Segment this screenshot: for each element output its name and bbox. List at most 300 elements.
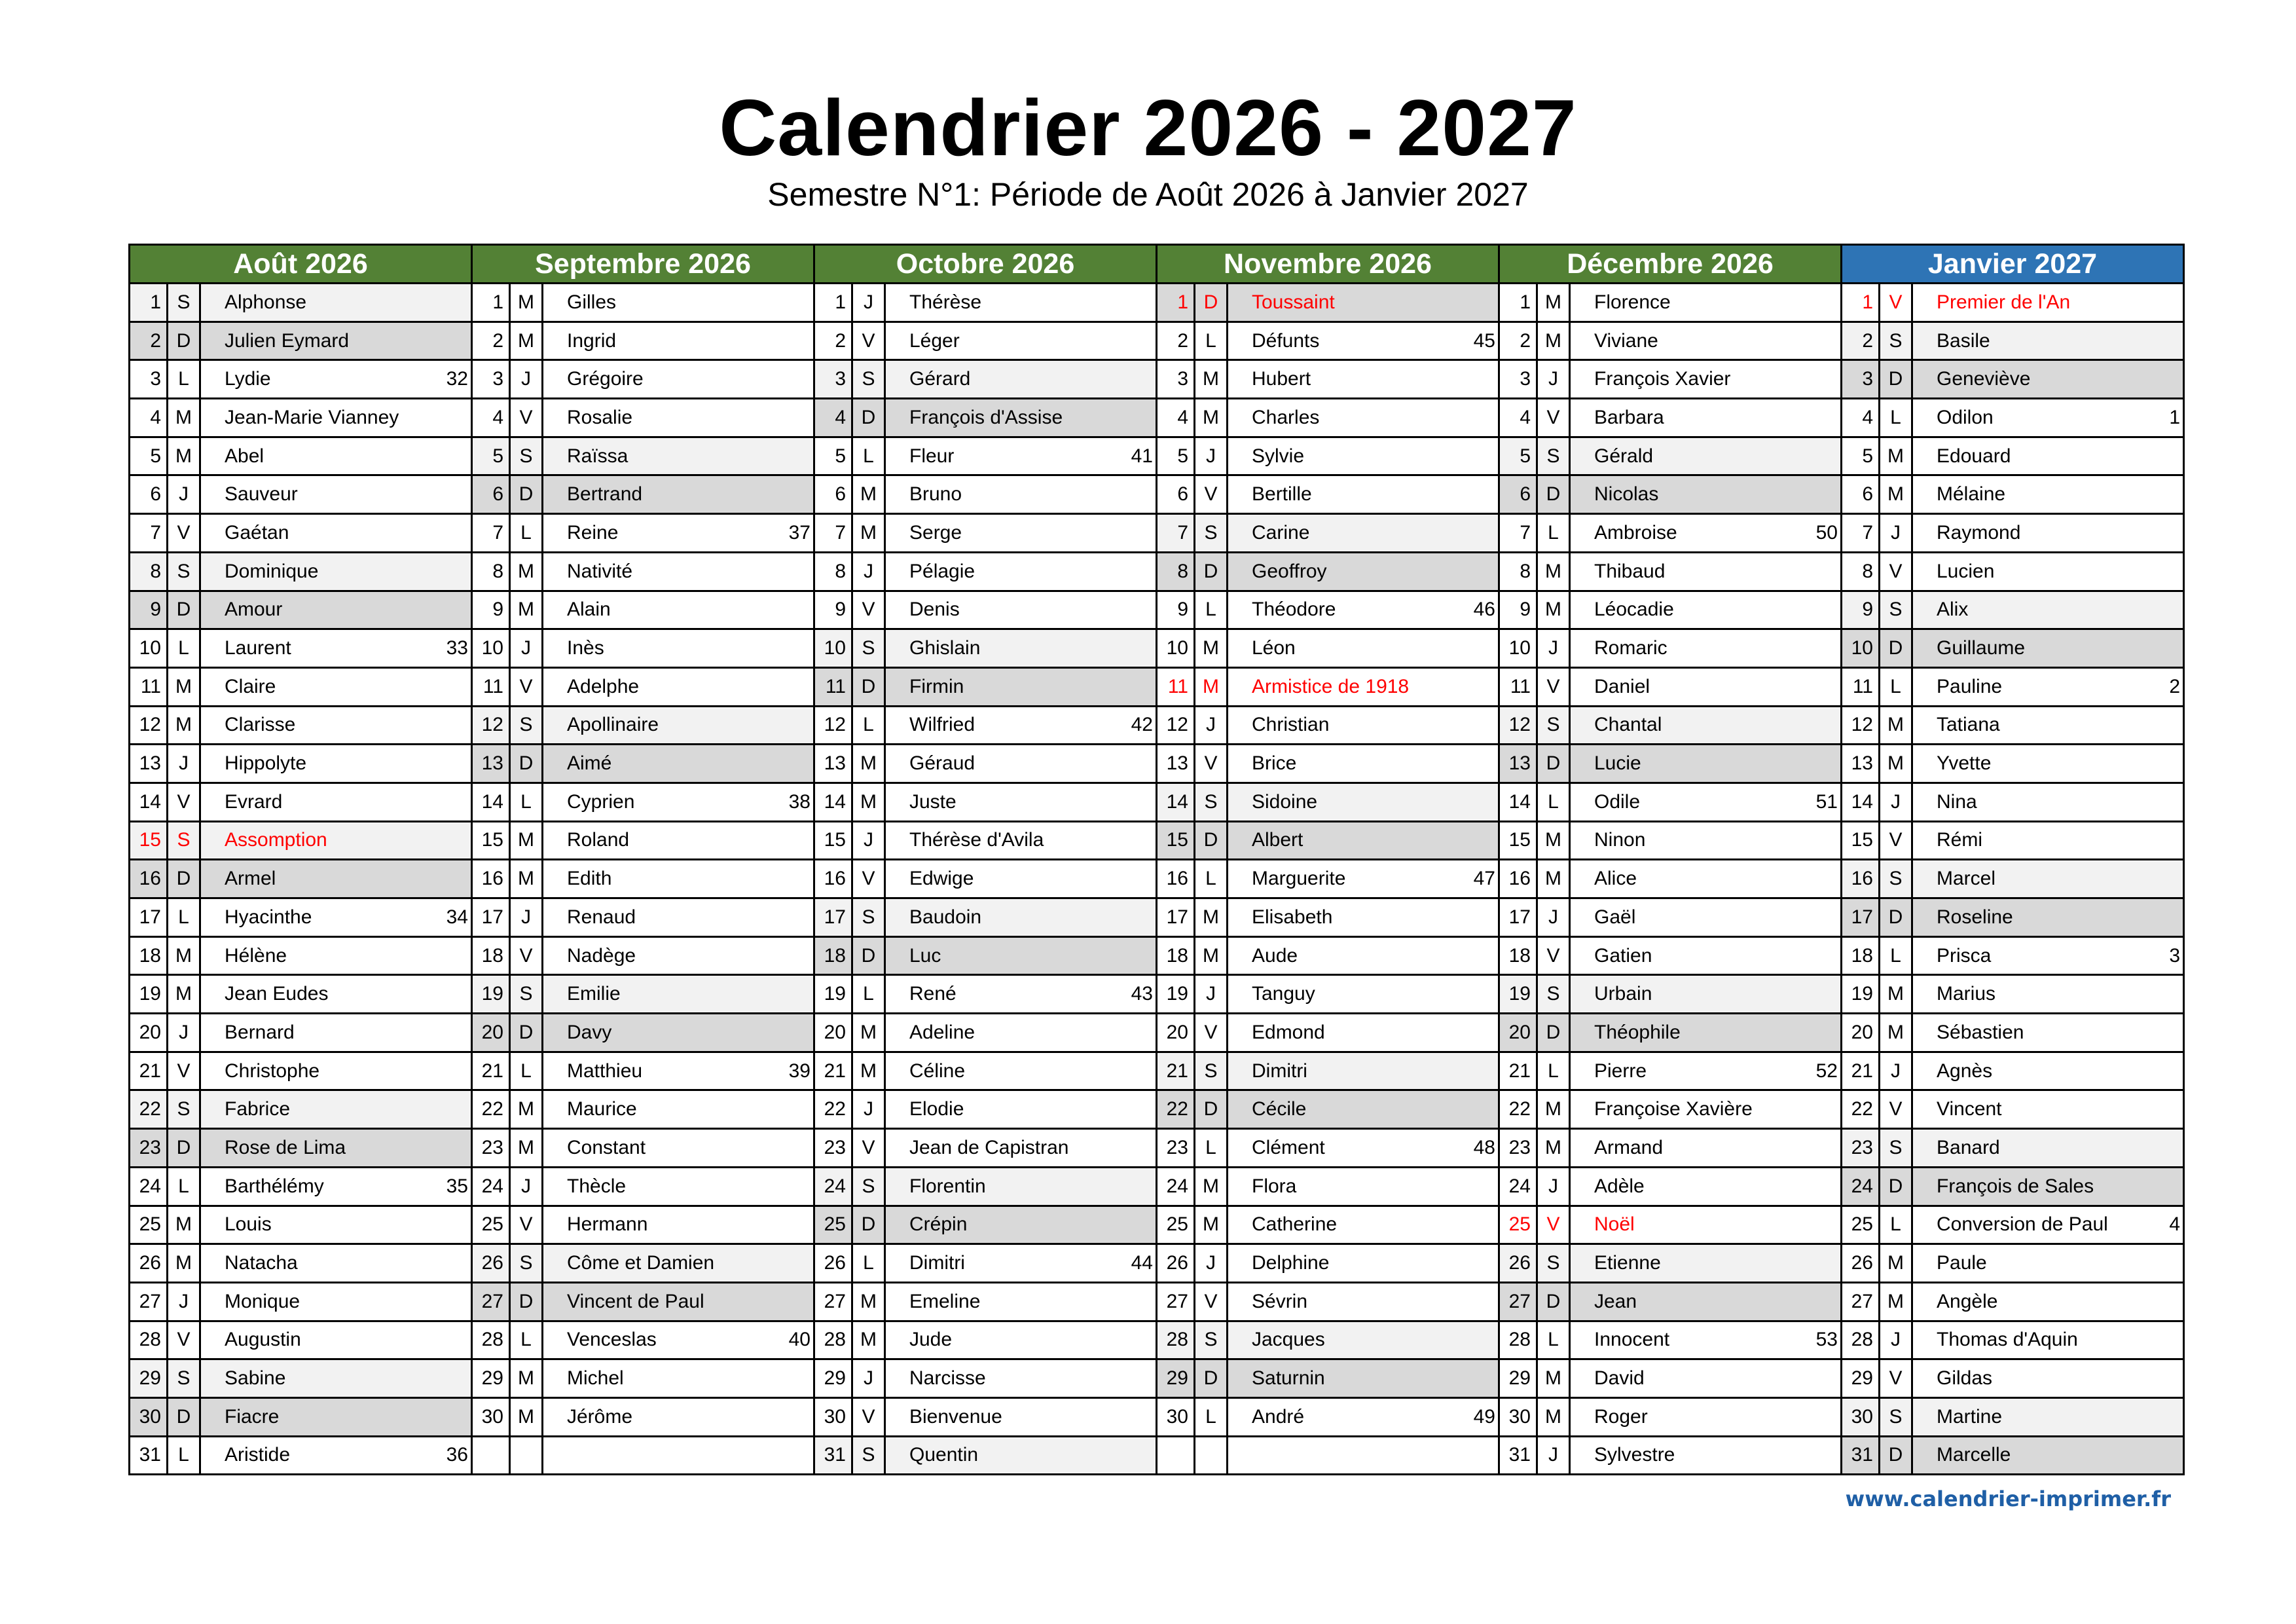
day-number: 27 <box>1157 1282 1195 1321</box>
saint-cell <box>1228 399 1499 437</box>
day-number: 7 <box>130 514 168 553</box>
saint-name: Martine <box>1937 1405 2003 1428</box>
saint-name: Pierre <box>1594 1060 1647 1082</box>
day-number: 28 <box>472 1321 510 1359</box>
weekday-letter: D <box>168 322 200 360</box>
weekday-letter: S <box>1880 322 1912 360</box>
weekday-letter: D <box>1195 284 1228 322</box>
saint-name: Flora <box>1252 1175 1297 1197</box>
saint-name: Wilfried <box>909 714 975 736</box>
saint-name: Cyprien <box>567 790 635 813</box>
saint-cell <box>1570 667 1842 706</box>
weekday-letter: S <box>852 360 885 399</box>
weekday-letter: M <box>1195 360 1228 399</box>
day-number: 13 <box>1157 745 1195 783</box>
saint-name: Tatiana <box>1937 714 2000 736</box>
saint-cell <box>1228 1321 1499 1359</box>
weekday-letter: J <box>1195 1244 1228 1283</box>
weekday-letter: L <box>852 1244 885 1283</box>
day-number: 12 <box>1842 706 1880 745</box>
saint-cell <box>543 1014 814 1052</box>
calendar-row <box>130 552 2184 591</box>
saint-cell <box>885 667 1157 706</box>
saint-cell <box>1228 629 1499 668</box>
weekday-letter: D <box>168 591 200 629</box>
saint-cell <box>1912 591 2184 629</box>
saint-cell <box>1570 1206 1842 1244</box>
saint-name: Etienne <box>1594 1252 1661 1274</box>
day-number: 11 <box>1499 667 1537 706</box>
saint-cell <box>1570 514 1842 553</box>
saint-name: Laurent <box>225 637 291 659</box>
calendar-row <box>130 1129 2184 1168</box>
day-number: 26 <box>1157 1244 1195 1283</box>
saint-cell <box>1228 1014 1499 1052</box>
saint-cell <box>200 706 472 745</box>
day-number: 15 <box>814 821 852 860</box>
week-number: 1 <box>2169 406 2180 428</box>
saint-cell <box>1912 860 2184 898</box>
weekday-letter: V <box>1537 399 1570 437</box>
day-number: 29 <box>1499 1359 1537 1398</box>
month-header: Novembre 2026 <box>1157 245 1499 284</box>
month-header-row <box>130 245 2184 284</box>
day-number <box>472 1436 510 1475</box>
day-number: 24 <box>472 1167 510 1206</box>
weekday-letter: S <box>1880 1397 1912 1436</box>
saint-name: Thérèse d'Avila <box>909 829 1044 851</box>
saint-cell <box>200 821 472 860</box>
saint-cell <box>1228 936 1499 975</box>
saint-cell <box>1912 1321 2184 1359</box>
day-number: 17 <box>130 898 168 937</box>
saint-name: Roland <box>567 829 630 851</box>
weekday-letter: S <box>852 629 885 668</box>
week-number: 42 <box>1131 714 1153 736</box>
saint-name: Aristide <box>225 1444 291 1466</box>
saint-cell <box>1912 1090 2184 1129</box>
day-number: 1 <box>472 284 510 322</box>
weekday-letter: M <box>1537 591 1570 629</box>
week-number: 41 <box>1131 445 1153 467</box>
weekday-letter: J <box>1880 1052 1912 1090</box>
page-title: Calendrier 2026 - 2027 <box>719 83 1577 172</box>
saint-cell <box>543 591 814 629</box>
week-number: 43 <box>1131 983 1153 1005</box>
saint-cell <box>543 1282 814 1321</box>
day-number: 23 <box>1499 1129 1537 1168</box>
saint-cell <box>1228 1052 1499 1090</box>
week-number: 45 <box>1473 329 1495 352</box>
saint-name: Bernard <box>225 1021 295 1043</box>
saint-cell <box>885 1052 1157 1090</box>
saint-cell <box>1228 821 1499 860</box>
saint-name: Barbara <box>1594 406 1664 428</box>
saint-cell <box>200 1397 472 1436</box>
saint-cell <box>885 1244 1157 1283</box>
weekday-letter: D <box>1880 629 1912 668</box>
saint-cell <box>885 706 1157 745</box>
day-number: 16 <box>130 860 168 898</box>
day-number: 23 <box>1157 1129 1195 1168</box>
day-number: 28 <box>1842 1321 1880 1359</box>
weekday-letter: J <box>1195 706 1228 745</box>
day-number: 6 <box>130 475 168 514</box>
day-number: 23 <box>1842 1129 1880 1168</box>
saint-cell <box>1228 322 1499 360</box>
saint-name: Claire <box>225 675 276 697</box>
saint-cell <box>200 552 472 591</box>
weekday-letter: L <box>852 437 885 475</box>
website-link[interactable]: www.calendrier-imprimer.fr <box>1845 1486 2171 1511</box>
day-number: 8 <box>1499 552 1537 591</box>
saint-cell <box>200 1014 472 1052</box>
weekday-letter: L <box>1195 591 1228 629</box>
day-number: 30 <box>130 1397 168 1436</box>
day-number: 15 <box>1499 821 1537 860</box>
weekday-letter: L <box>1195 860 1228 898</box>
weekday-letter: J <box>168 745 200 783</box>
weekday-letter: S <box>1537 706 1570 745</box>
saint-name: Serge <box>909 521 962 544</box>
weekday-letter: D <box>1880 1436 1912 1475</box>
saint-name: Nina <box>1937 790 1977 813</box>
saint-name: Céline <box>909 1060 966 1082</box>
weekday-letter: J <box>852 1090 885 1129</box>
day-number: 31 <box>814 1436 852 1475</box>
weekday-letter: J <box>1195 975 1228 1014</box>
saint-name: Alain <box>567 599 611 621</box>
saint-name: Gatien <box>1594 944 1652 967</box>
day-number: 20 <box>130 1014 168 1052</box>
calendar-table <box>128 244 2185 1475</box>
saint-name: Agnès <box>1937 1060 1993 1082</box>
weekday-letter: D <box>1880 360 1912 399</box>
saint-name: David <box>1594 1367 1645 1390</box>
saint-name: Grégoire <box>567 368 644 390</box>
day-number: 1 <box>1842 284 1880 322</box>
saint-cell <box>1912 1282 2184 1321</box>
day-number: 16 <box>1842 860 1880 898</box>
saint-name: Venceslas <box>567 1329 657 1351</box>
saint-name: Fleur <box>909 445 955 467</box>
saint-cell <box>543 475 814 514</box>
saint-name: Vincent <box>1937 1098 2002 1120</box>
saint-name: Rose de Lima <box>225 1136 346 1158</box>
calendar-row <box>130 1436 2184 1475</box>
day-number: 17 <box>1157 898 1195 937</box>
weekday-letter: D <box>1195 1090 1228 1129</box>
saint-name: Sabine <box>225 1367 286 1390</box>
saint-cell <box>1912 1206 2184 1244</box>
day-number: 27 <box>1499 1282 1537 1321</box>
saint-name: Alphonse <box>225 291 307 313</box>
weekday-letter: M <box>168 667 200 706</box>
day-number: 9 <box>1499 591 1537 629</box>
saint-name: Gaël <box>1594 906 1636 928</box>
saint-name: Lydie <box>225 368 271 390</box>
saint-name: Bienvenue <box>909 1405 1002 1428</box>
day-number: 30 <box>1499 1397 1537 1436</box>
saint-cell <box>543 1206 814 1244</box>
calendar-row <box>130 437 2184 475</box>
saint-name: Raymond <box>1937 521 2021 544</box>
day-number: 4 <box>130 399 168 437</box>
weekday-letter: D <box>852 667 885 706</box>
saint-cell <box>543 821 814 860</box>
saint-cell <box>885 629 1157 668</box>
saint-cell <box>200 975 472 1014</box>
day-number: 7 <box>1157 514 1195 553</box>
weekday-letter: L <box>510 514 543 553</box>
weekday-letter: S <box>1880 860 1912 898</box>
day-number: 12 <box>814 706 852 745</box>
weekday-letter: J <box>852 1359 885 1398</box>
saint-name: Abel <box>225 445 264 467</box>
saint-cell <box>1912 360 2184 399</box>
weekday-letter: M <box>1880 475 1912 514</box>
saint-cell <box>1912 783 2184 821</box>
saint-name: Sidoine <box>1252 790 1318 813</box>
calendar-row <box>130 667 2184 706</box>
calendar-row <box>130 745 2184 783</box>
saint-cell <box>1570 1436 1842 1475</box>
day-number: 12 <box>1499 706 1537 745</box>
saint-name: Armistice de 1918 <box>1252 675 1410 697</box>
weekday-letter: M <box>168 975 200 1014</box>
weekday-letter: D <box>510 1282 543 1321</box>
saint-name: Sébastien <box>1937 1021 2024 1043</box>
weekday-letter: M <box>510 1129 543 1168</box>
saint-name: Innocent <box>1594 1329 1670 1351</box>
saint-name: Gérald <box>1594 445 1654 467</box>
weekday-letter: S <box>852 898 885 937</box>
weekday-letter: J <box>510 360 543 399</box>
weekday-letter: V <box>168 783 200 821</box>
saint-cell <box>200 514 472 553</box>
saint-name: Marius <box>1937 983 1996 1005</box>
saint-cell <box>200 437 472 475</box>
saint-name: Ghislain <box>909 637 981 659</box>
saint-name: Côme et Damien <box>567 1252 715 1274</box>
saint-name: Jude <box>909 1329 953 1351</box>
day-number: 22 <box>1842 1090 1880 1129</box>
saint-name: René <box>909 983 957 1005</box>
weekday-letter: M <box>852 1321 885 1359</box>
day-number: 4 <box>472 399 510 437</box>
weekday-letter: D <box>1195 552 1228 591</box>
saint-name: Lucie <box>1594 752 1641 775</box>
day-number: 14 <box>472 783 510 821</box>
saint-cell <box>885 437 1157 475</box>
saint-cell <box>1570 475 1842 514</box>
day-number: 20 <box>1157 1014 1195 1052</box>
saint-cell <box>1570 783 1842 821</box>
saint-cell <box>885 1436 1157 1475</box>
saint-cell <box>200 399 472 437</box>
saint-name: Carine <box>1252 521 1310 544</box>
day-number: 27 <box>1842 1282 1880 1321</box>
saint-name: Jean Eudes <box>225 983 329 1005</box>
saint-name: Renaud <box>567 906 636 928</box>
saint-cell <box>1570 1052 1842 1090</box>
saint-cell <box>885 322 1157 360</box>
saint-cell <box>200 1052 472 1090</box>
saint-name: Rosalie <box>567 406 633 428</box>
day-number: 21 <box>130 1052 168 1090</box>
weekday-letter: D <box>1537 745 1570 783</box>
saint-name: François Xavier <box>1594 368 1731 390</box>
week-number: 51 <box>1815 790 1838 813</box>
saint-cell <box>1228 1244 1499 1283</box>
day-number: 25 <box>130 1206 168 1244</box>
saint-name: Bruno <box>909 483 962 506</box>
weekday-letter: M <box>1195 1206 1228 1244</box>
weekday-letter: S <box>510 1244 543 1283</box>
weekday-letter: V <box>1880 1090 1912 1129</box>
weekday-letter: M <box>1537 284 1570 322</box>
week-number: 44 <box>1131 1252 1153 1274</box>
weekday-letter: M <box>510 322 543 360</box>
saint-cell <box>885 898 1157 937</box>
saint-name: Firmin <box>909 675 964 697</box>
weekday-letter: L <box>1880 936 1912 975</box>
weekday-letter: L <box>1537 514 1570 553</box>
saint-cell <box>200 1167 472 1206</box>
saint-cell <box>885 745 1157 783</box>
weekday-letter: M <box>852 745 885 783</box>
saint-name: Défunts <box>1252 329 1320 352</box>
weekday-letter: M <box>1537 552 1570 591</box>
day-number: 5 <box>1157 437 1195 475</box>
day-number: 17 <box>472 898 510 937</box>
saint-cell <box>1228 745 1499 783</box>
saint-cell <box>543 1129 814 1168</box>
saint-cell <box>1570 1014 1842 1052</box>
saint-cell <box>1912 667 2184 706</box>
saint-cell <box>885 1167 1157 1206</box>
weekday-letter: D <box>852 399 885 437</box>
weekday-letter: L <box>510 1052 543 1090</box>
saint-cell <box>1912 552 2184 591</box>
day-number: 7 <box>1842 514 1880 553</box>
day-number: 30 <box>814 1397 852 1436</box>
day-number: 16 <box>1499 860 1537 898</box>
day-number: 30 <box>1842 1397 1880 1436</box>
saint-cell <box>200 1090 472 1129</box>
day-number: 19 <box>814 975 852 1014</box>
weekday-letter: V <box>168 1052 200 1090</box>
saint-cell <box>885 821 1157 860</box>
calendar-row <box>130 360 2184 399</box>
weekday-letter: V <box>1880 1359 1912 1398</box>
saint-name: Thomas d'Aquin <box>1937 1329 2078 1351</box>
weekday-letter: M <box>510 1397 543 1436</box>
day-number: 10 <box>1157 629 1195 668</box>
saint-cell <box>1912 399 2184 437</box>
calendar-row <box>130 591 2184 629</box>
saint-name: Narcisse <box>909 1367 986 1390</box>
saint-name: Monique <box>225 1290 301 1312</box>
day-number: 24 <box>814 1167 852 1206</box>
saint-cell <box>543 1397 814 1436</box>
saint-cell <box>885 360 1157 399</box>
weekday-letter: V <box>510 667 543 706</box>
week-number: 2 <box>2169 675 2180 697</box>
saint-name: Guillaume <box>1937 637 2026 659</box>
weekday-letter: D <box>1537 1282 1570 1321</box>
weekday-letter: M <box>1195 667 1228 706</box>
weekday-letter: S <box>1195 783 1228 821</box>
saint-cell <box>885 1014 1157 1052</box>
weekday-letter: M <box>510 1090 543 1129</box>
day-number: 2 <box>1499 322 1537 360</box>
day-number: 15 <box>1842 821 1880 860</box>
weekday-letter: M <box>1880 975 1912 1014</box>
weekday-letter: S <box>1880 591 1912 629</box>
weekday-letter: S <box>168 284 200 322</box>
weekday-letter: M <box>1537 1359 1570 1398</box>
saint-name: Hermann <box>567 1213 648 1236</box>
weekday-letter: L <box>168 898 200 937</box>
saint-name: Hyacinthe <box>225 906 312 928</box>
saint-name: Bertille <box>1252 483 1312 506</box>
saint-cell <box>1912 475 2184 514</box>
saint-cell <box>1912 975 2184 1014</box>
saint-name: Evrard <box>225 790 283 813</box>
saint-name: Julien Eymard <box>225 329 350 352</box>
saint-name: Sauveur <box>225 483 298 506</box>
day-number: 24 <box>1842 1167 1880 1206</box>
saint-name: Vincent de Paul <box>567 1290 704 1312</box>
weekday-letter: M <box>168 1206 200 1244</box>
saint-name: Rémi <box>1937 829 1983 851</box>
weekday-letter: D <box>168 860 200 898</box>
saint-cell <box>1228 706 1499 745</box>
weekday-letter: V <box>852 322 885 360</box>
day-number: 25 <box>1157 1206 1195 1244</box>
day-number: 11 <box>1842 667 1880 706</box>
day-number: 27 <box>814 1282 852 1321</box>
saint-cell <box>885 1206 1157 1244</box>
month-header: Août 2026 <box>130 245 472 284</box>
saint-cell <box>1570 898 1842 937</box>
saint-name: Emeline <box>909 1290 981 1312</box>
saint-cell <box>543 284 814 322</box>
weekday-letter: L <box>510 1321 543 1359</box>
day-number: 25 <box>814 1206 852 1244</box>
saint-cell <box>1228 783 1499 821</box>
weekday-letter: S <box>1537 975 1570 1014</box>
saint-cell <box>1912 514 2184 553</box>
day-number: 28 <box>814 1321 852 1359</box>
day-number: 12 <box>1157 706 1195 745</box>
day-number: 5 <box>814 437 852 475</box>
saint-cell <box>543 360 814 399</box>
saint-cell <box>1228 591 1499 629</box>
weekday-letter: J <box>852 552 885 591</box>
saint-name: Jean-Marie Vianney <box>225 406 399 428</box>
weekday-letter: M <box>168 936 200 975</box>
saint-cell <box>543 322 814 360</box>
saint-name: Angèle <box>1937 1290 1998 1312</box>
saint-name: Natacha <box>225 1252 298 1274</box>
weekday-letter: V <box>852 1397 885 1436</box>
saint-cell <box>1228 1359 1499 1398</box>
calendar-row <box>130 399 2184 437</box>
weekday-letter: V <box>1880 821 1912 860</box>
day-number: 2 <box>814 322 852 360</box>
